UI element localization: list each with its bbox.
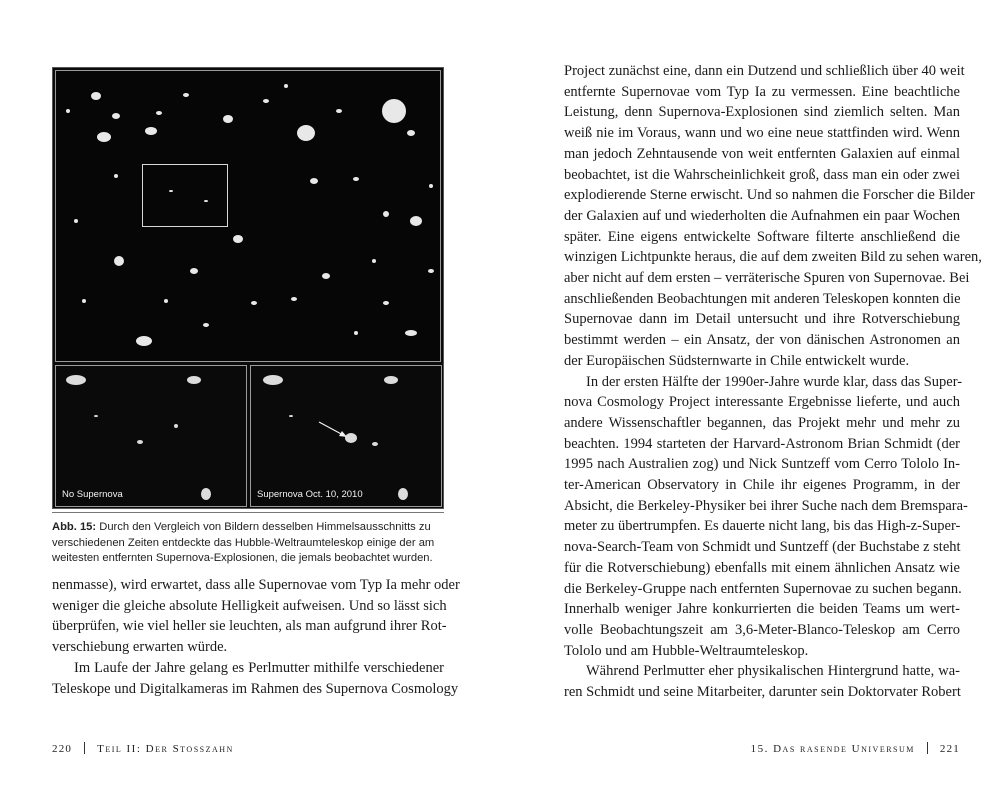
- text-line: meter zu übertrumpfen. Es dauerte nicht lang, bis das High-z-Super-: [564, 518, 961, 535]
- text-line: Absicht, die Berkeley-Physiker bei ihrer Suche nach dem Bremspara-: [564, 497, 968, 514]
- right-page: [504, 0, 1008, 804]
- text-line: nova-Search-Team von Schmidt und Suntzeff (der Buchstabe z steht: [564, 539, 961, 556]
- left-footer: [52, 742, 234, 755]
- panel-label-no-supernova: No Supernova: [62, 489, 123, 500]
- running-head-left: Teil II: Der Stosszahn: [97, 743, 234, 755]
- text-line: Innerhalb weniger Jahre konkurrierten die beiden Teams um wert-: [564, 601, 960, 618]
- text-line: aber nicht auf dem ersten – verräterische Spuren von Supernovae. Bei: [564, 270, 970, 287]
- text-line: Teleskope und Digitalkameras im Rahmen des Supernova Cosmology: [52, 680, 459, 697]
- panel-no-supernova: [55, 365, 247, 507]
- text-line: weniger die gleiche absolute Helligkeit aufweisen. Und so lässt sich: [52, 597, 447, 614]
- text-line: Supernovae dann im Detail untersucht und ihre Rotverschiebung: [564, 311, 960, 328]
- text-line: nova Cosmology Project interessante Ergebnisse lieferte, und auch: [564, 394, 960, 411]
- text-line: für die Rotverschiebung) ebenfalls mit einem ähnlichen Ansatz wie: [564, 559, 960, 576]
- text-line: später. Eine eigens entwickelte Software filterte anschließend die: [564, 228, 960, 245]
- text-line: bestimmt werden – ein Ansatz, der von dänischen Astronomen an: [564, 332, 960, 349]
- page-number-left: 220: [52, 743, 73, 755]
- text-line: winzigen Lichtpunkte heraus, die auf dem zweiten Bild zu sehen waren,: [564, 249, 982, 266]
- text-line: volle Beobachtungszeit am 3,6-Meter-Blanco-Teleskop am Cerro: [564, 621, 960, 638]
- text-line: andere Wissenschaftler begannen, das Projekt mehr und mehr zu: [564, 414, 960, 431]
- page-number-right: 221: [939, 743, 960, 755]
- text-line: Project zunächst eine, dann ein Dutzend und schließlich über 40 weit: [564, 63, 965, 79]
- text-line: anschließenden Beobachtungen mit anderen Teleskopen konnten die: [564, 290, 961, 307]
- footer-divider: [84, 742, 85, 754]
- text-line: Tololo und am Hubble-Weltraumteleskop.: [564, 642, 809, 659]
- text-line: In der ersten Hälfte der 1990er-Jahre wurde klar, dass das Super-: [586, 373, 963, 390]
- text-line: beobachtet, ist die Wahrscheinlichkeit groß, dass man ein oder zwei: [564, 166, 960, 183]
- text-line: der Galaxien auf und wiederholten die Aufnahmen ein paar Wochen: [564, 207, 960, 224]
- hubble-figure: [52, 67, 444, 509]
- running-head-right: 15. Das rasende Universum: [750, 743, 915, 755]
- text-line: nenmasse), wird erwartet, dass alle Supernovae vom Typ Ia mehr oder: [52, 577, 460, 593]
- figure-caption: [52, 520, 444, 567]
- left-body-text: [52, 575, 460, 699]
- text-line: der Europäischen Südsternwarte in Chile entwickelt wurde.: [564, 352, 910, 369]
- inset-marker: [142, 164, 228, 227]
- text-line: überprüfen, wie viel heller sie leuchten, als man aufgrund ihrer Rot-: [52, 618, 447, 635]
- text-line: weiß nie im Voraus, wann und wo eine neue stattfinden wird. Wenn: [564, 125, 960, 142]
- panel-supernova: [250, 365, 442, 507]
- deep-field-image: [55, 70, 441, 362]
- text-line: entfernte Supernovae vom Typ Ia zu vermessen. Eine beachtliche: [564, 83, 960, 100]
- right-body-text: [564, 61, 982, 703]
- text-line: Während Perlmutter eher physikalischen Hintergrund hatte, wa-: [586, 663, 960, 680]
- text-line: man jedoch Zehntausende von weit entfernten Galaxien auf einmal: [564, 145, 960, 162]
- text-line: Leistung, denn Supernova-Explosionen sind ziemlich selten. Man: [564, 104, 960, 121]
- text-line: ren Schmidt und seine Mitarbeiter, darunter sein Doktorvater Robert: [564, 684, 961, 701]
- text-line: verschiebung erwarten würde.: [52, 639, 228, 656]
- caption-label: Abb. 15:: [52, 521, 97, 533]
- text-line: die Berkeley-Gruppe nach entfernten Supernovae zu suchen begann.: [564, 580, 962, 597]
- text-line: explodierende Sterne erwischt. Und so nahmen die Forscher die Bilder: [564, 187, 975, 204]
- right-footer: [751, 742, 960, 755]
- caption-text: Durch den Vergleich von Bildern desselben Himmelsausschnitts zu verschiedenen Zeiten entdeckte das Hubble-Weltraumteleskop einige der am weitesten entfernten Supernova-Explosionen, die jemals beobachtet wurden.: [52, 521, 435, 564]
- text-line: Im Laufe der Jahre gelang es Perlmutter mithilfe verschiedener: [74, 659, 444, 676]
- text-line: 1995 nach Australien zog) und Nick Suntzeff vom Cerro Tololo In-: [564, 456, 960, 473]
- panel-label-supernova: Supernova Oct. 10, 2010: [257, 489, 363, 500]
- footer-divider: [927, 742, 928, 754]
- text-line: ter-American Observatory in Chile ihr eigenes Programm, in der: [564, 477, 960, 494]
- caption-rule: [52, 512, 444, 513]
- text-line: beachten. 1994 starteten der Harvard-Astronom Brian Schmidt (der: [564, 435, 960, 452]
